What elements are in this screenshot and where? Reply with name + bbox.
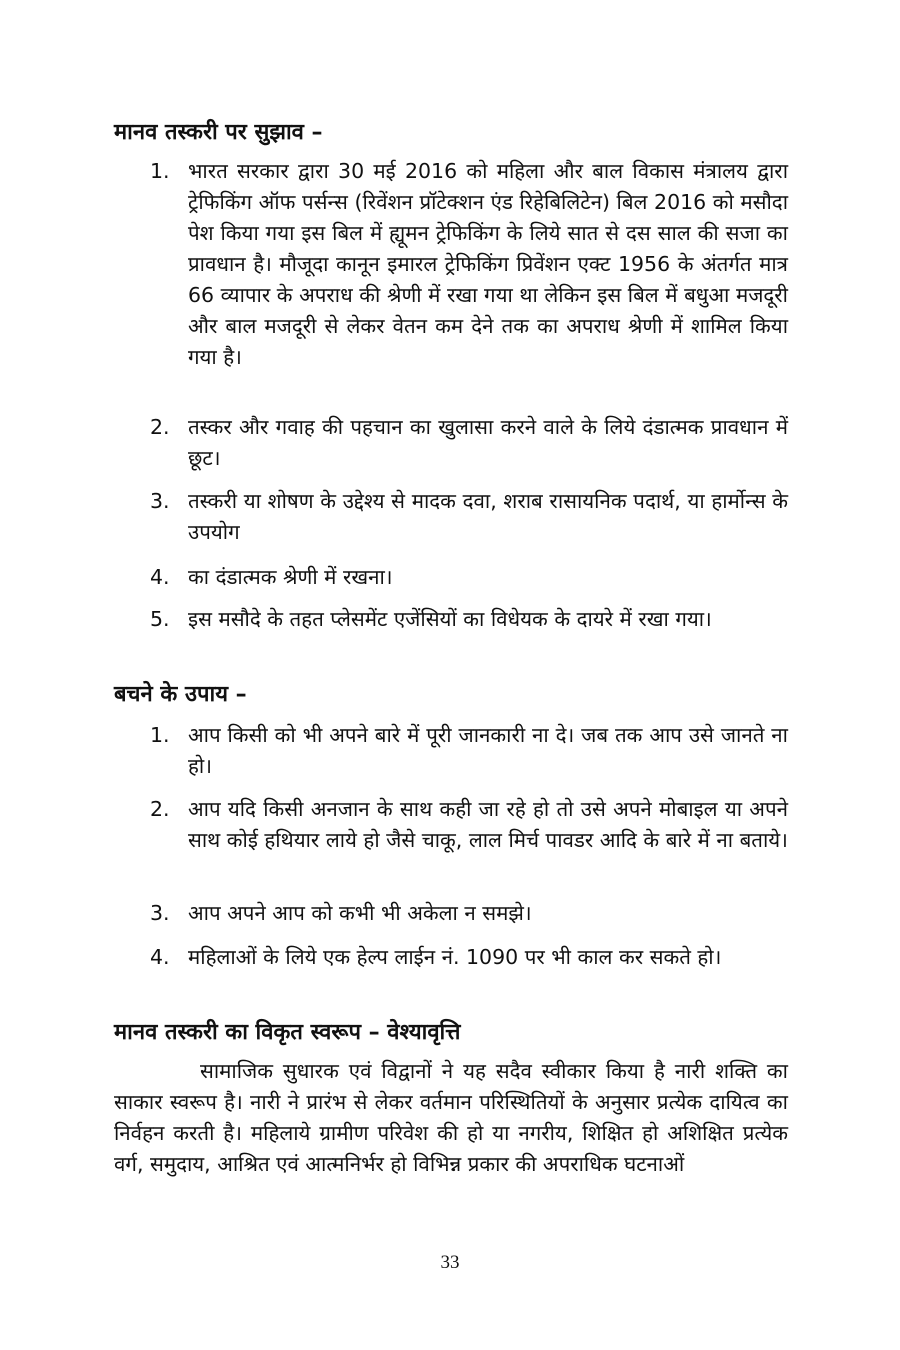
list-number: 4.: [150, 565, 170, 589]
list-text: महिलाओं के लिये एक हेल्प लाईन नं. 1090 पर भी काल कर सकते हो।: [188, 945, 722, 969]
list-item: [150, 156, 788, 373]
list-item: [150, 486, 788, 548]
page-number: 33: [440, 1252, 460, 1273]
list-number: 2.: [150, 415, 170, 439]
list-text: आप अपने आप को कभी भी अकेला न समझे।: [188, 901, 532, 925]
list-item: [150, 604, 788, 635]
section-heading-prostitution: मानव तस्करी का विकृत स्वरूप – वेश्यावृत्ति: [114, 1020, 461, 1045]
list-item: [150, 562, 788, 593]
list-item: [150, 412, 788, 474]
list-number: 3.: [150, 489, 170, 513]
list-number: 1.: [150, 159, 170, 183]
list-number: 2.: [150, 797, 170, 821]
list-text: आप किसी को भी अपने बारे में पूरी जानकारी ना दे। जब तक आप उसे जानते ना हो।: [188, 723, 788, 778]
section-heading-suggestions: मानव तस्करी पर सुझाव –: [114, 120, 323, 145]
list-item: [150, 898, 788, 929]
list-text: तस्करी या शोषण के उद्देश्य से मादक दवा, शराब रासायनिक पदार्थ, या हार्मोन्स के उपयोग: [188, 489, 788, 544]
list-number: 1.: [150, 723, 170, 747]
list-number: 5.: [150, 607, 170, 631]
list-text: तस्कर और गवाह की पहचान का खुलासा करने वाले के लिये दंडात्मक प्रावधान में छूट।: [188, 415, 788, 470]
list-text: भारत सरकार द्वारा 30 मई 2016 को महिला और बाल विकास मंत्रालय द्वारा ट्रेफिकिंग ऑफ पर्सन्स (रिवेंशन प्रॉटेक्शन एंड रिहेबिलिटेन) बिल 2016 को मसौदा पेश किया गया इस बिल में ह्यूमन ट्रेफिकिंग के लिये सात से दस साल की सजा का प्रावधान है। मौजूदा कानून इमारल ट्रेफिकिंग प्रिवेंशन एक्ट 1956 के अंतर्गत मात्र 66 व्यापार के अपराध की श्रेणी में रखा गया था लेकिन इस बिल में बधुआ मजदूरी और बाल मजदूरी से लेकर वेतन कम देने तक का अपराध श्रेणी में शामिल किया गया है।: [188, 159, 788, 369]
list-number: 3.: [150, 901, 170, 925]
list-text: का दंडात्मक श्रेणी में रखना।: [188, 565, 393, 589]
list-item: [150, 942, 788, 973]
list-item: [150, 720, 788, 782]
list-number: 4.: [150, 945, 170, 969]
list-text: इस मसौदे के तहत प्लेसमेंट एजेंसियों का विधेयक के दायरे में रखा गया।: [188, 607, 712, 631]
body-paragraph: सामाजिक सुधारक एवं विद्वानों ने यह सदैव स्वीकार किया है नारी शक्ति का साकार स्वरूप है। नारी ने प्रारंभ से लेकर वर्तमान परिस्थितियों के अनुसार प्रत्येक दायित्व का निर्वहन करती है। महिलाये ग्रामीण परिवेश की हो या नगरीय, शिक्षित हो अशिक्षित प्रत्येक वर्ग, समुदाय, आश्रित एवं आत्मनिर्भर हो विभिन्न प्रकार की अपराधिक घटनाओं: [114, 1059, 788, 1176]
section-heading-prevention: बचने के उपाय –: [114, 682, 247, 707]
list-item: [150, 794, 788, 856]
list-text: आप यदि किसी अनजान के साथ कही जा रहे हो तो उसे अपने मोबाइल या अपने साथ कोई हथियार लाये हो जैसे चाकू, लाल मिर्च पावडर आदि के बारे में ना बताये।: [188, 797, 788, 852]
